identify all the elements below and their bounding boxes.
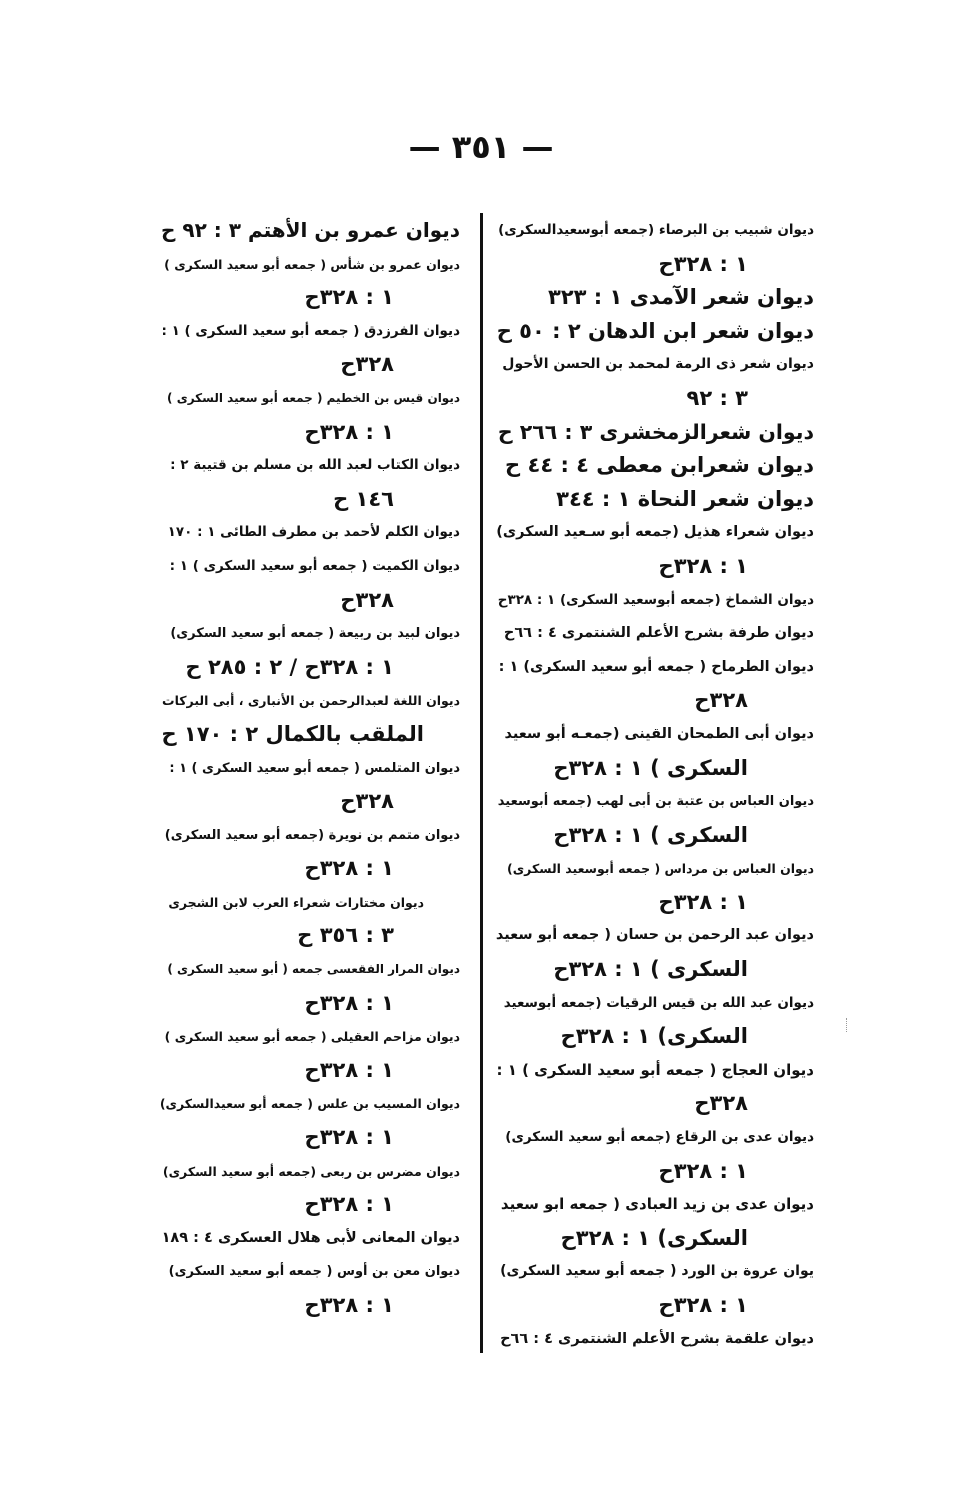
index-entry-continuation: ٣٢٨ح <box>694 1091 748 1116</box>
index-entry: يوان عروة بن الورد ( جمعه أبو سعيد السكرى) <box>500 1263 814 1280</box>
index-entry-continuation: السكرى ) ١ : ٣٢٨ح <box>553 957 748 982</box>
index-entry-continuation: ٣ : ٩٢ <box>686 385 748 410</box>
index-entry: ديوان شعرالزمخشرى ٣ : ٢٦٦ ح <box>497 419 814 444</box>
index-entry: ديوان المعانى لأبى هلال العسكرى ٤ : ١٨٩ <box>161 1229 460 1246</box>
index-entry-continuation: ١ : ٣٢٨ح <box>304 1057 394 1082</box>
index-entry: ديوان الكلم لأحمد بن مطرف الطائى ١ : ١٧٠ <box>167 524 460 541</box>
index-entry: ديوان اللغة لعبدالرحمن بن الأنبارى ، أبى البركات <box>162 693 460 709</box>
index-entry-continuation: ١ : ٣٢٨ح <box>304 856 394 881</box>
index-entry: ديوان عبد الرحمن بن حسان ( جمعه أبو سعيد <box>495 927 814 944</box>
index-entry: ديوان الطرماح ( جمعه أبو سعيد السكرى) ١ : <box>498 658 814 675</box>
index-entry: ديوان شعرابن معطى ٤ : ٤٤ ح <box>505 453 814 478</box>
column-divider <box>480 213 483 1353</box>
index-entry: ديوان عدى بن زيد العبادى ( جمعه ابو سعيد <box>500 1195 814 1214</box>
index-entry-continuation: ١ : ٣٢٨ح <box>658 251 748 276</box>
index-entry: ديوان متمم بن نويرة (جمعه أبو سعيد السكرى) <box>164 827 460 843</box>
index-entry: ديوان المرار الفقعسى جمعه ( أبو سعيد السكرى ) <box>167 962 460 977</box>
index-entry-continuation: السكرى ) ١ : ٣٢٨ح <box>553 822 748 847</box>
index-entry: ديوان لبيد بن ربيعة ( جمعه أبو سعيد السكرى) <box>170 626 460 642</box>
index-entry-continuation: ١ : ٣٢٨ح <box>304 1192 394 1217</box>
index-entry: ديوان العباس بن مرداس ( جمعه أبوسعيد السكرى) <box>507 861 814 877</box>
index-entry: ديوان أبى الطمحان القينى (جمعـه أبو سعيد <box>504 725 814 742</box>
index-entry: ديوان شعر ذى الرمة لمحمد بن الحسن الأحول <box>502 356 814 373</box>
index-entry-continuation: ١ : ٣٢٨ح <box>658 1158 748 1183</box>
index-entry-continuation: ١ : ٣٢٨ح <box>658 553 748 578</box>
index-entry: ديوان عبد الله بن قيس الرقيات (جمعه أبوسعيد <box>503 994 814 1011</box>
index-entry: ديوان شبيب بن البرصاء (جمعه أبوسعيدالسكرى) <box>498 222 814 238</box>
index-entry: ديوان المسيب بن علس ( جمعه أبو سعيدالسكرى) <box>159 1096 460 1112</box>
index-entry: ديوان عمرو بن شأس ( جمعه أبو سعيد السكرى ) <box>164 256 460 272</box>
index-entry: ديوان قيس بن الخطيم ( جمعه أبو سعيد السكرى ) <box>167 390 460 405</box>
index-entry: ديوان علقمة بشرح الأعلم الشنتمرى ٤ : ٦٦ح <box>500 1330 814 1347</box>
index-entry-continuation: ٣٢٨ح <box>694 688 748 713</box>
index-entry: ديوان عدى بن الرقاع (جمعه أبو سعيد السكرى) <box>505 1129 814 1146</box>
index-entry: ديوان المتلمس ( جمعه أبو سعيد السكرى ) ١ : <box>169 760 460 776</box>
index-entry: ديوان العجاج ( جمعه أبو سعيد السكرى ) ١ : <box>496 1060 814 1079</box>
index-entry-continuation: ٣٢٨ح <box>340 587 394 612</box>
index-entry-continuation: السكرى ) ١ : ٣٢٨ح <box>553 755 748 780</box>
index-entry-continuation: ١ : ٣٢٨ح <box>658 1293 748 1317</box>
index-entry-continuation: ٣ : ٣٥٦ ح <box>297 923 394 948</box>
index-entry: ديوان شعر ابن الدهان ٢ : ٥٠ ح <box>496 318 814 343</box>
index-entry: ديوان شعر النحاة ١ : ٣٤٤ <box>556 486 814 511</box>
index-column-left <box>160 214 460 1323</box>
index-entry: ديوان طرفة بشرح الأعلم الشنتمرى ٤ : ٦٦ح <box>503 625 814 642</box>
index-entry: ديوان الشماخ (جمعه أبوسعيد السكرى) ١ : ٣٢٨ح <box>497 591 814 608</box>
index-entry: ديوان الكتاب لعبد الله بن مسلم بن قتيبة ٢ : <box>170 457 460 474</box>
index-entry-continuation: ٣٢٨ح <box>340 352 394 377</box>
index-entry-continuation: ٣٢٨ح <box>340 789 394 814</box>
index-entry: ديوان معن بن أوس ( جمعه أبو سعيد السكرى) <box>168 1264 460 1280</box>
index-entry-continuation: ١ : ٣٢٨ح <box>658 889 748 914</box>
index-entry-continuation: ١ : ٣٢٨ح <box>304 1293 394 1317</box>
index-entry: ديوان شعر الآمدى ١ : ٣٢٣ <box>548 285 814 310</box>
page-number: — ٣٥١ — <box>408 128 554 166</box>
index-entry-continuation: ديوان مختارات شعراء العرب لابن الشجرى <box>168 894 424 910</box>
margin-mark <box>846 1018 848 1032</box>
index-entry-continuation: ١ : ٣٢٨ح / ٢ : ٢٨٥ ح <box>185 654 394 679</box>
index-entry-continuation: ١ : ٣٢٨ح <box>304 285 394 310</box>
index-entry: ديوان مزاحم العقيلى ( جمعه أبو سعيد السكرى ) <box>164 1029 460 1045</box>
index-entry-continuation: السكرى) ١ : ٣٢٨ح <box>560 1024 748 1049</box>
index-entry: ديوان عمرو بن الأهتم ٣ : ٩٢ ح <box>161 218 460 242</box>
index-entry-continuation: الملقب بالكمال ٢ : ١٧٠ ح <box>161 721 424 746</box>
index-entry-continuation: ١ : ٣٢٨ح <box>304 1125 394 1150</box>
index-column-right <box>496 214 814 1356</box>
index-entry-continuation: السكرى) ١ : ٣٢٨ح <box>560 1225 748 1250</box>
index-entry-continuation: ١ : ٣٢٨ح <box>304 990 394 1015</box>
index-entry: ديوان الفرزدق ( جمعه أبو سعيد السكرى ) ١ : <box>161 322 460 339</box>
index-entry: ديوان الكميت ( جمعه أبو سعيد السكرى ) ١ : <box>169 557 460 574</box>
index-entry-continuation: ١ : ٣٢٨ح <box>304 419 394 444</box>
index-entry-continuation: ١٤٦ ح <box>333 486 394 511</box>
index-entry: ديوان العباس بن عتبة بن أبى لهب (جمعه أبوسعيد <box>497 794 814 810</box>
index-entry: ديوان شعراء هذيل (جمعه أبو سـعيد السكرى) <box>496 524 814 541</box>
index-entry: ديوان مضرس بن ربعى (جمعه أبو سعيد السكرى) <box>162 1163 460 1179</box>
